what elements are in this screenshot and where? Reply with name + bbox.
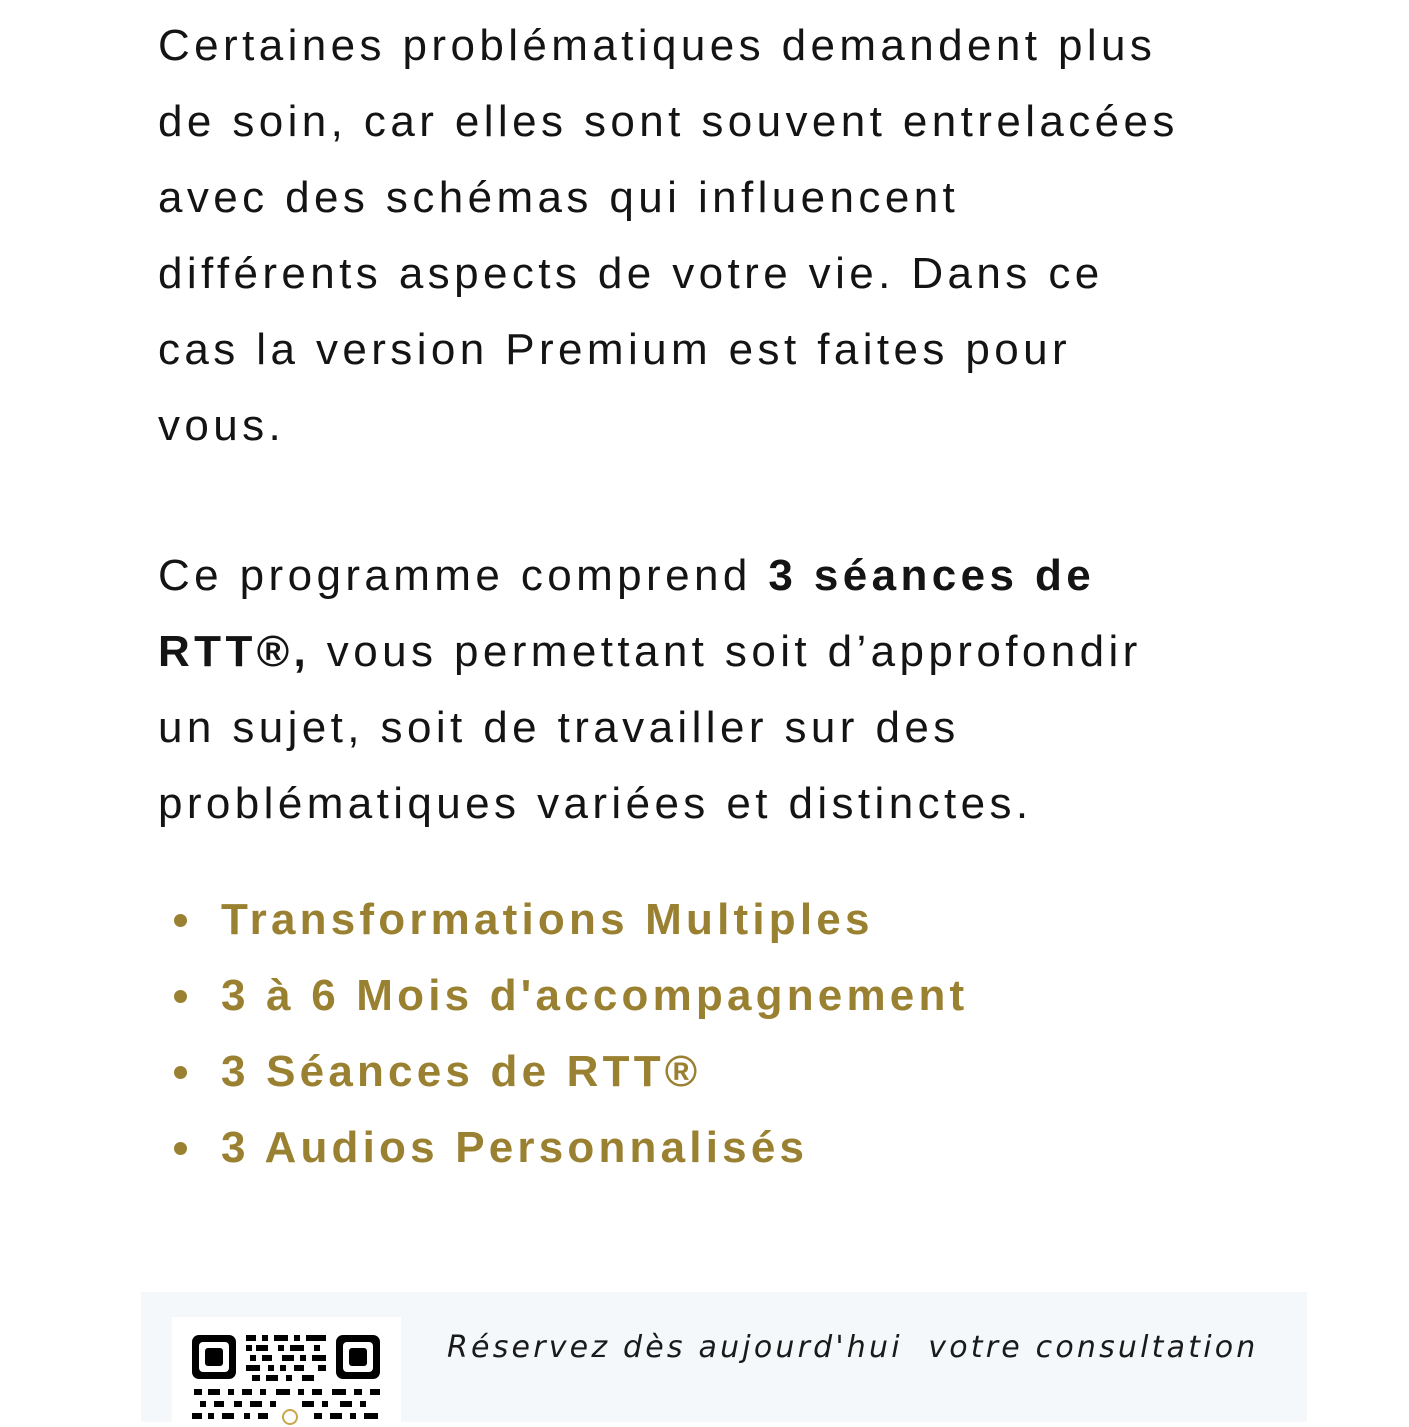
booking-call-to-action[interactable]: Réservez dès aujourd'hui votre consultation	[447, 1330, 1259, 1365]
intro-line: cas la version Premium est faites pour	[158, 325, 1072, 374]
bullet-dot-icon	[174, 990, 187, 1003]
features-list	[174, 882, 968, 1186]
program-text: un sujet, soit de travailler sur des	[158, 703, 960, 752]
intro-line: avec des schémas qui influencent	[158, 173, 960, 222]
intro-line: de soin, car elles sont souvent entrelacées	[158, 97, 1179, 146]
bullet-dot-icon	[174, 1066, 187, 1079]
program-highlight: 3 séances de	[768, 551, 1096, 600]
booking-banner	[141, 1292, 1307, 1422]
bullet-dot-icon	[174, 1142, 187, 1155]
feature-label: 3 à 6 Mois d'accompagnement	[221, 971, 969, 1020]
feature-label: 3 Séances de RTT®	[221, 1047, 702, 1096]
program-highlight: RTT®,	[158, 627, 311, 676]
feature-item	[174, 882, 968, 958]
feature-item	[174, 1110, 968, 1186]
intro-line: vous.	[158, 401, 286, 450]
feature-item	[174, 958, 968, 1034]
intro-paragraph	[158, 8, 1288, 464]
program-text: Ce programme comprend	[158, 551, 769, 600]
intro-line: Certaines problématiques demandent plus	[158, 21, 1157, 70]
intro-line: différents aspects de votre vie. Dans ce	[158, 249, 1104, 298]
program-text: problématiques variées et distinctes.	[158, 779, 1033, 828]
feature-label: 3 Audios Personnalisés	[221, 1123, 809, 1172]
feature-item	[174, 1034, 968, 1110]
qr-code-icon[interactable]	[190, 1333, 384, 1427]
bullet-dot-icon	[174, 914, 187, 927]
program-paragraph	[158, 538, 1288, 842]
program-text: vous permettant soit d’approfondir	[310, 627, 1142, 676]
qr-code-card[interactable]	[172, 1317, 401, 1427]
feature-label: Transformations Multiples	[221, 895, 874, 944]
